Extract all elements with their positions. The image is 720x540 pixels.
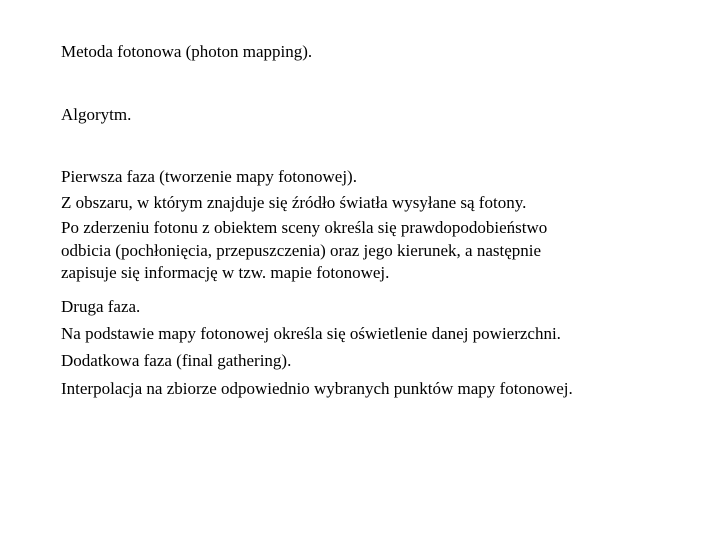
phase1-text-line: Z obszaru, w którym znajduje się źródło światła wysyłane są fotony. [61,193,527,212]
phase1-heading: Pierwsza faza (tworzenie mapy fotonowej). [61,167,357,186]
slide-content [61,0,701,540]
paragraph-line: Po zderzeniu fotonu z obiektem sceny określa się prawdopodobieństwo [61,218,548,237]
phase2-text-line: Na podstawie mapy fotonowej określa się oświetlenie danej powierzchni. [61,324,561,343]
phase3-text-line: Interpolacja na zbiorze odpowiednio wybranych punktów mapy fotonowej. [61,379,573,398]
paragraph-line: zapisuje się informację w tzw. mapie fotonowej. [61,263,390,282]
phase2-heading: Druga faza. [61,297,141,316]
paragraph-line: odbicia (pochłonięcia, przepuszczenia) oraz jego kierunek, a następnie [61,240,542,260]
slide-title: Metoda fotonowa (photon mapping). [61,42,313,61]
section-heading: Algorytm. [61,105,132,124]
phase1-paragraph [61,217,701,285]
phase3-heading: Dodatkowa faza (final gathering). [61,351,292,370]
